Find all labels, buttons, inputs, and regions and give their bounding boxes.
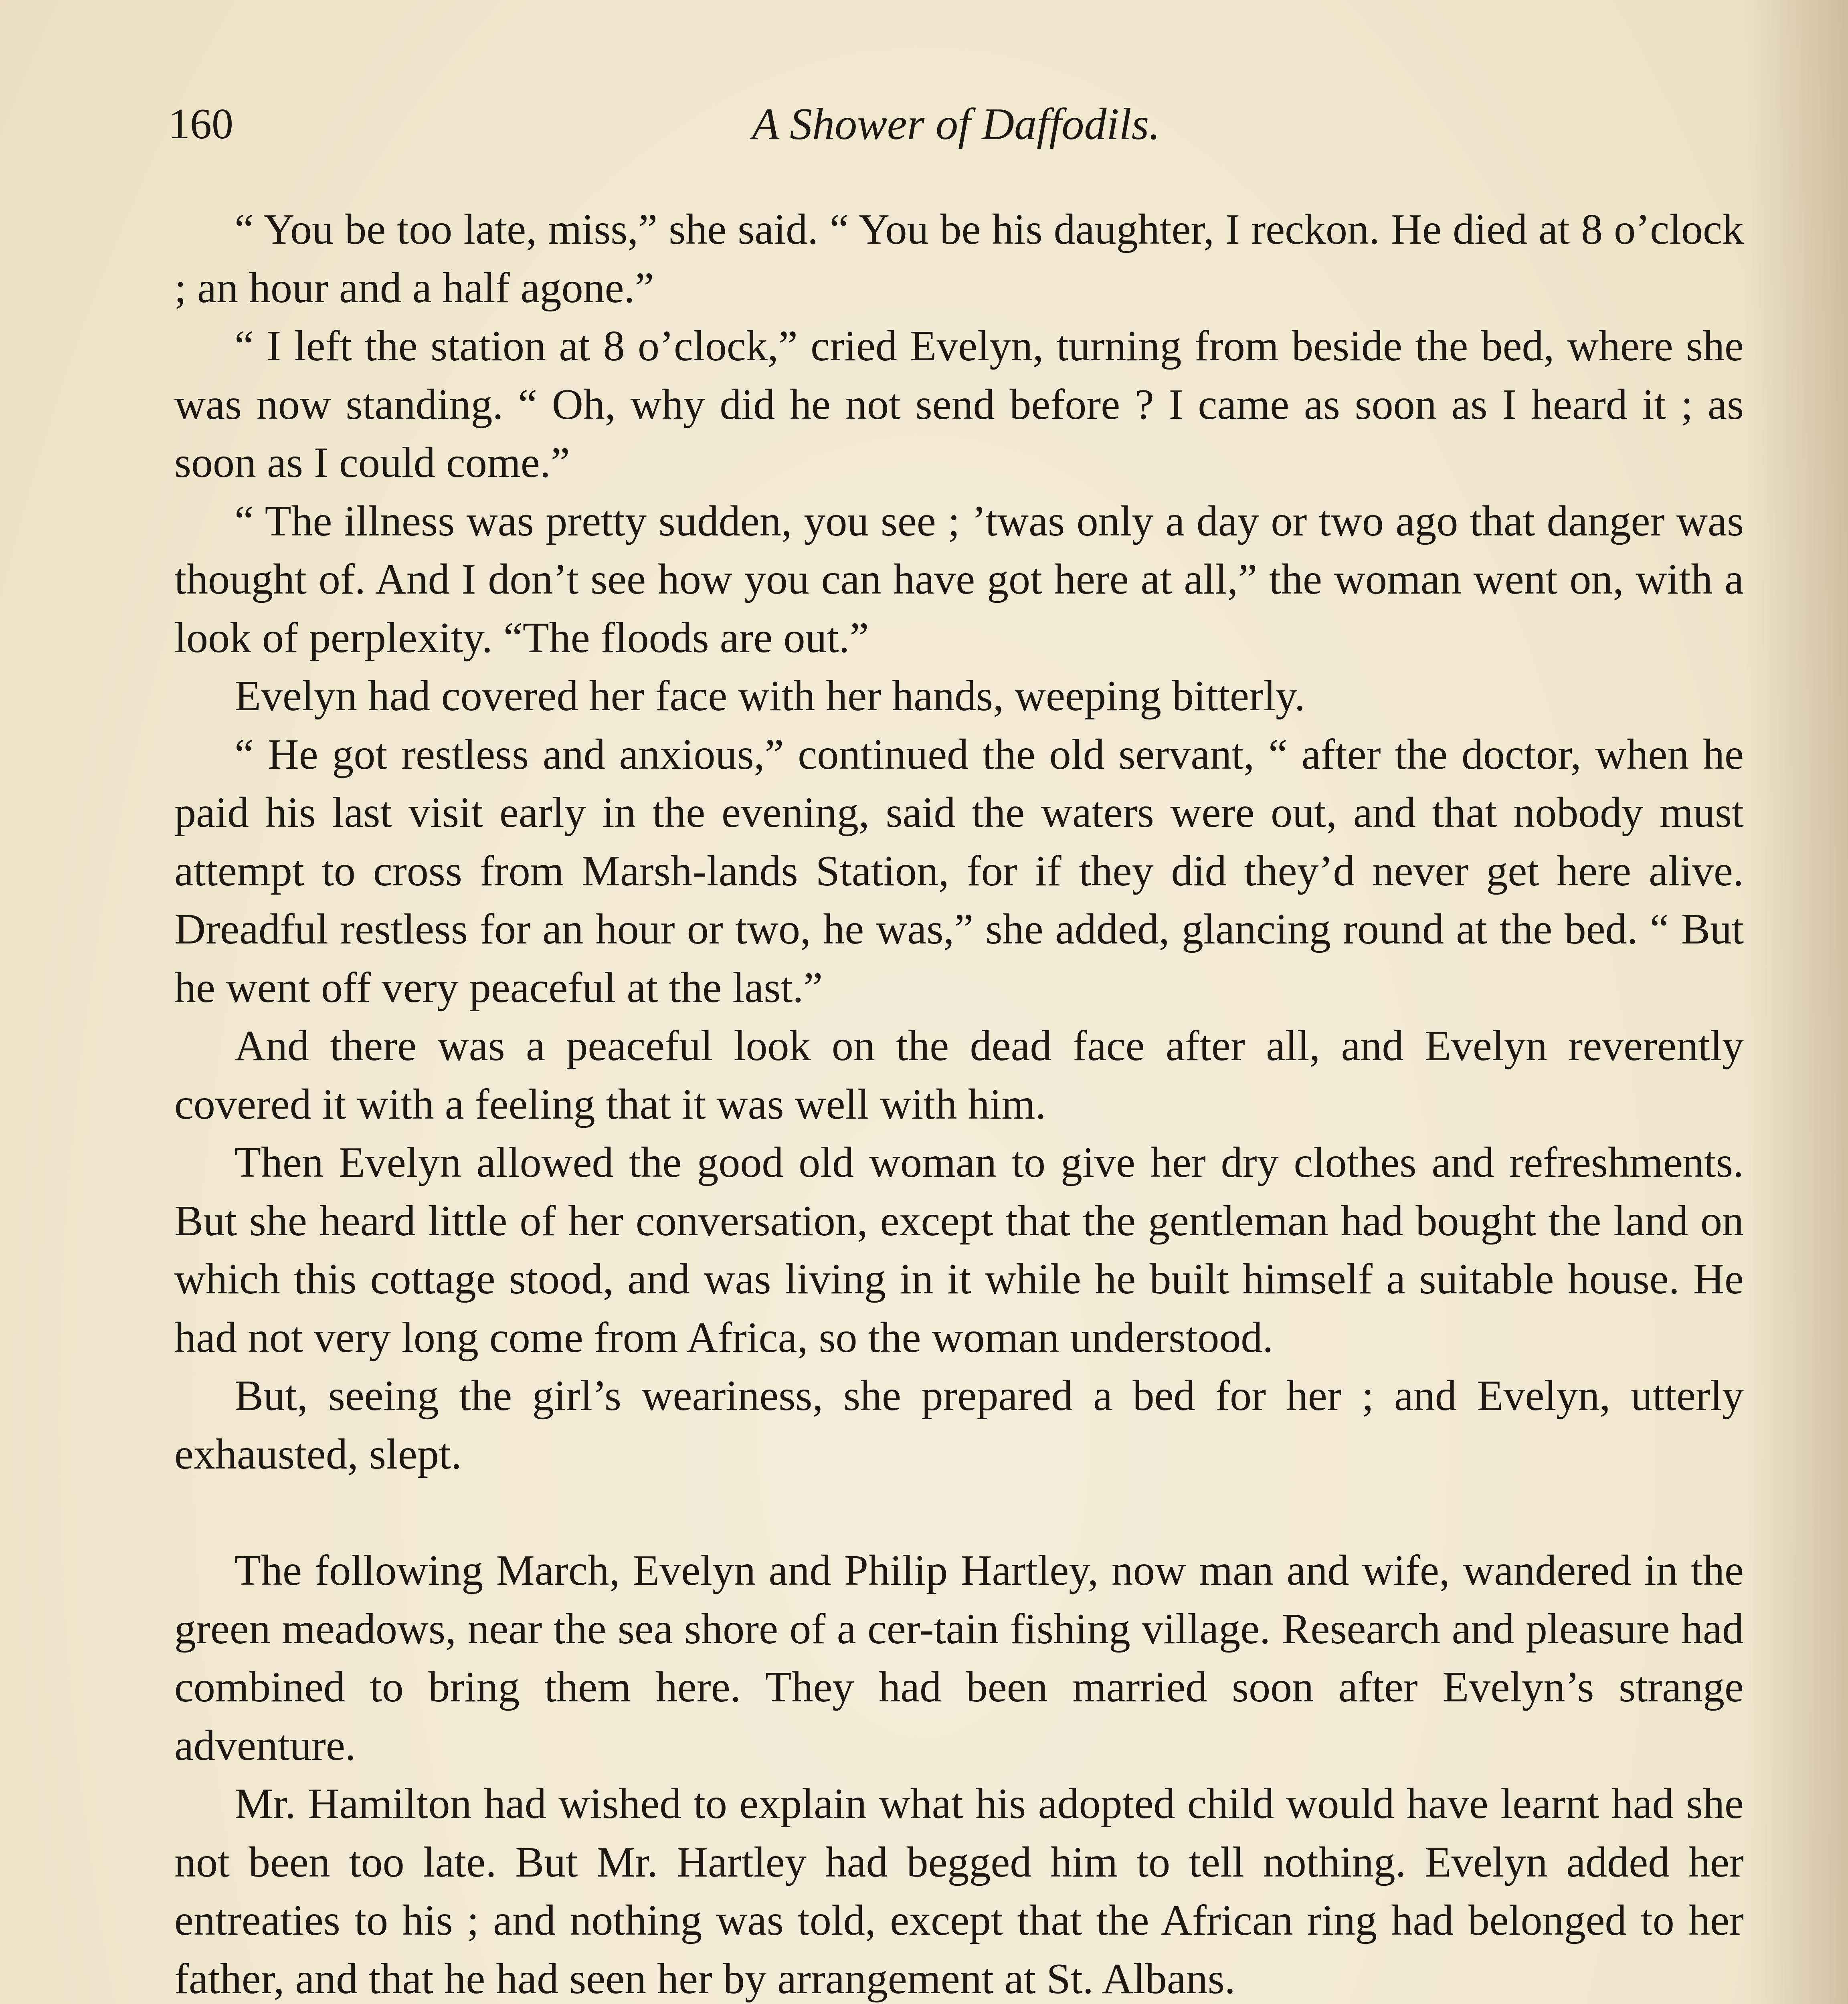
- paragraph: But, seeing the girl’s weariness, she prepared a bed for her ; and Evelyn, utterly exhausted, slept.: [174, 1372, 1744, 1478]
- running-title: A Shower of Daffodils.: [752, 99, 1161, 149]
- paragraph: Then Evelyn allowed the good old woman to give her dry clothes and refreshments. But she heard little of her conversation, except that the gentleman had bought the land on which this cottage stood, and was living in it while he built himself a suitable house. He had not very long come from Africa, so the woman understood.: [174, 1139, 1744, 1362]
- page-header: [168, 94, 1744, 154]
- paragraph: Mr. Hamilton had wished to explain what his adopted child would have learnt had she not been too late. But Mr. Hartley had begged him to tell nothing. Evelyn added her entreaties to his ; and nothing was told, except that the African ring had belonged to her father, and that he had seen her by arrangement at St. Albans.: [174, 1780, 1744, 2003]
- page-number: 160: [168, 100, 233, 148]
- page-shadow: [1744, 0, 1848, 2004]
- body-text: [174, 200, 1744, 2004]
- paragraph: And there was a peaceful look on the dead face after all, and Evelyn reverently covered it with a feeling that it was well with him.: [174, 1022, 1744, 1128]
- paragraph: “ I left the station at 8 o’clock,” cried Evelyn, turning from beside the bed, where she was now standing. “ Oh, why did he not send before ? I came as soon as I heard it ; as soon as I could come.”: [174, 322, 1744, 487]
- paragraph: The following March, Evelyn and Philip Hartley, now man and wife, wandered in the green meadows, near the sea shore of a cer-tain fishing village. Research and pleasure had combined to bring them here. They had been married soon after Evelyn’s strange adventure.: [174, 1547, 1744, 1770]
- paragraph: Evelyn had covered her face with her hands, weeping bitterly.: [235, 672, 1305, 720]
- paragraph: “ The illness was pretty sudden, you see ; ’twas only a day or two ago that danger was thought of. And I don’t see how you can have got here at all,” the woman went on, with a look of perplexity. “The floods are out.”: [174, 497, 1744, 662]
- paragraph: “ You be too late, miss,” she said. “ You be his daughter, I reckon. He died at 8 o’clock ; an hour and a half agone.”: [174, 206, 1744, 312]
- paragraph: “ He got restless and anxious,” continued the old servant, “ after the doctor, when he paid his last visit early in the evening, said the waters were out, and that nobody must attempt to cross from Marsh-lands Station, for if they did they’d never get here alive. Dreadful restless for an hour or two, he was,” she added, glancing round at the bed. “ But he went off very peaceful at the last.”: [174, 730, 1744, 1012]
